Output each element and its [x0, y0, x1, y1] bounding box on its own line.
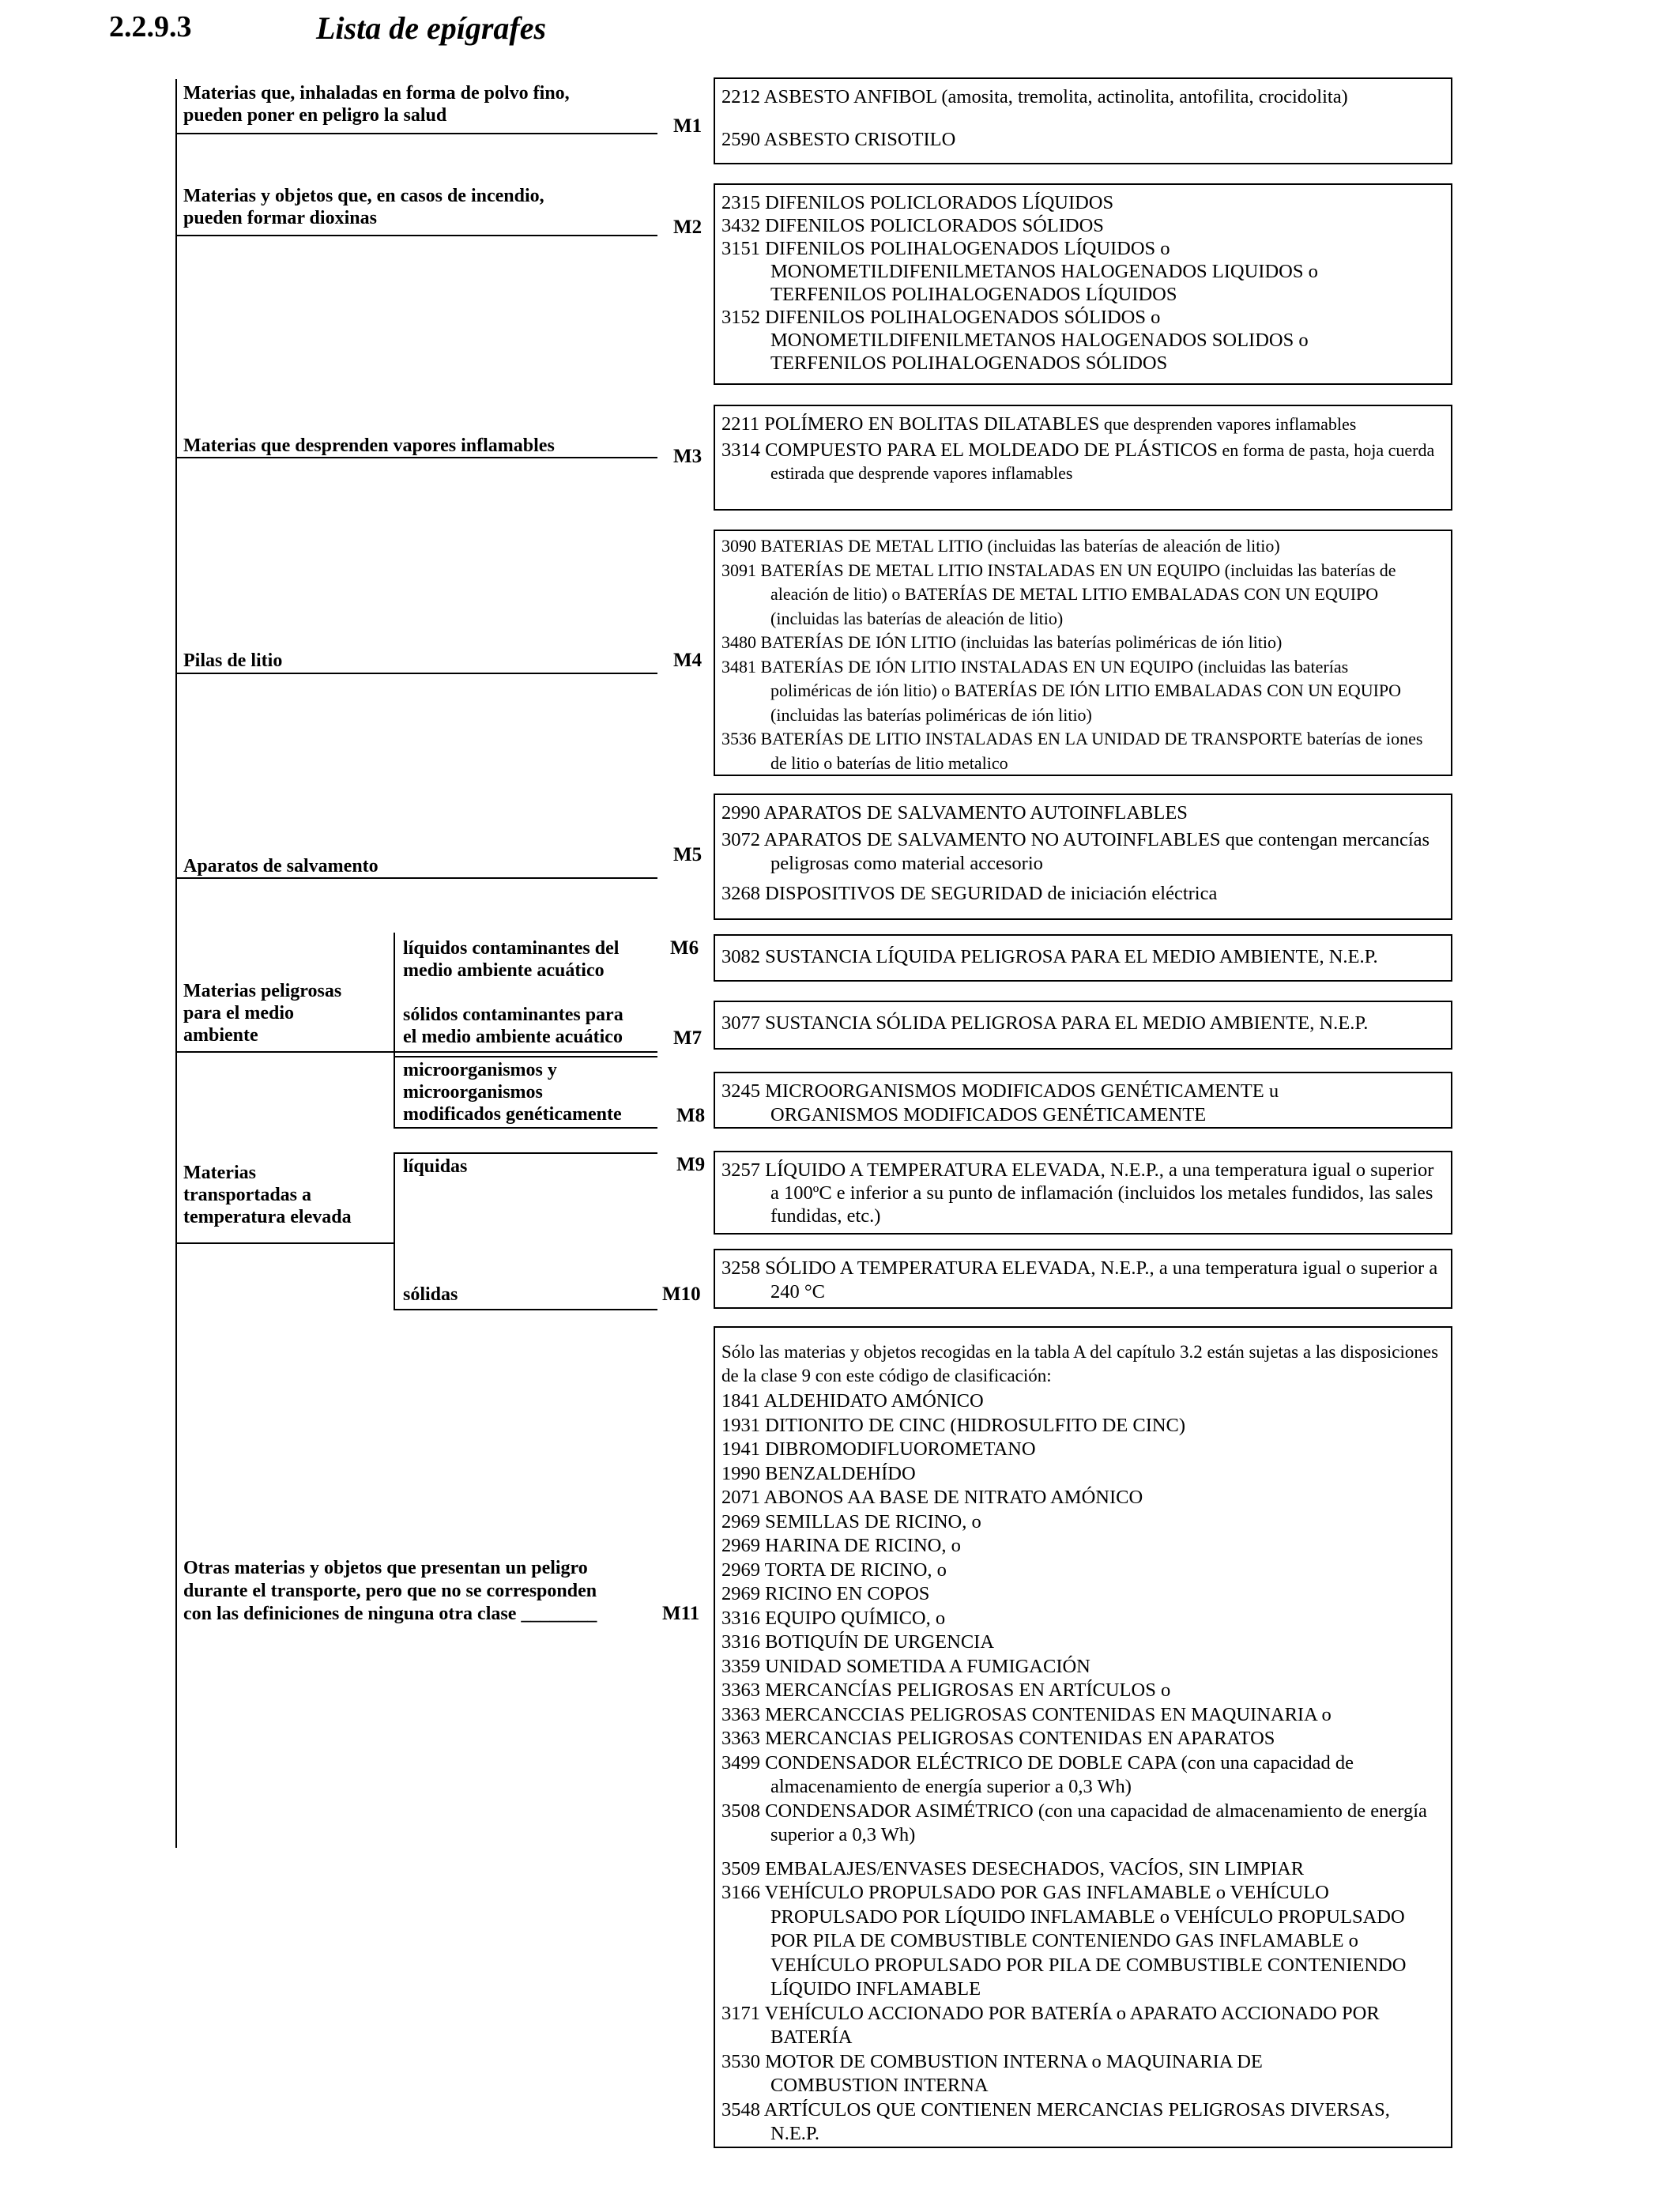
connector-line-temperature	[175, 1242, 394, 1244]
entry-3166: 3166 VEHÍCULO PROPULSADO POR GAS INFLAMABLE o VEHÍCULO PROPULSADO POR LÍQUIDO INFLAMABLE o VEHÍCULO PROPULSADO POR PILA DE COMBUSTIBLE CONTENIENDO GAS INFLAMABLE o VEHÍCULO PROPULSADO POR PILA DE COMBUSTIBLE CONTENIENDO LÍQUIDO INFLAMABLE	[721, 1882, 1407, 2000]
connector-line-m8	[394, 1127, 657, 1129]
entry-3152: 3152 DIFENILOS POLIHALOGENADOS SÓLIDOS o MONOMETILDIFENILMETANOS HALOGENADOS SOLIDOS o TERFENILOS POLIHALOGENADOS SÓLIDOS	[721, 307, 1309, 374]
entry-3363-a: 3363 MERCANCÍAS PELIGROSAS EN ARTÍCULOS o	[721, 1679, 1171, 1701]
entry-3258: 3258 SÓLIDO A TEMPERATURA ELEVADA, N.E.P., a una temperatura igual o superior a 240 °C	[721, 1257, 1438, 1302]
category-label-environment: Materias peligrosas para el medio ambiente	[183, 981, 342, 1046]
connector-top-m8	[394, 1056, 657, 1057]
entry-3316-a: 3316 EQUIPO QUÍMICO, o	[721, 1607, 946, 1629]
code-m6: M6	[670, 937, 699, 959]
m11-note: Sólo las materias y objetos recogidas en la tabla A del capítulo 3.2 están sujetas a las disposiciones de la clase 9 con este código de clasificación:	[721, 1342, 1439, 1385]
entry-2590: 2590 ASBESTO CRISOTILO	[721, 129, 956, 150]
entry-3072: 3072 APARATOS DE SALVAMENTO NO AUTOINFLABLES que contengan mercancías peligrosas como material accesorio	[721, 829, 1430, 874]
entries-box-m5	[714, 794, 1452, 920]
tree-trunk-line	[175, 79, 177, 1848]
category-label-m1: Materias que, inhaladas en forma de polvo fino, pueden poner en peligro la salud	[183, 83, 570, 126]
entry-3509: 3509 EMBALAJES/ENVASES DESECHADOS, VACÍOS, SIN LIMPIAR	[721, 1857, 1305, 1879]
entry-2212: 2212 ASBESTO ANFIBOL (amosita, tremolita, actinolita, antofilita, crocidolita)	[721, 86, 1348, 107]
connector-top-m9	[394, 1152, 657, 1154]
entries-box-m8	[714, 1072, 1452, 1129]
branch-line-environment	[394, 933, 395, 1129]
entry-3257: 3257 LÍQUIDO A TEMPERATURA ELEVADA, N.E.P., a una temperatura igual o superior a 100ºC e inferior a su punto de inflamación (incluidos los metales fundidos, las sales fundidas, etc.)	[721, 1159, 1434, 1227]
connector-line-m7	[394, 1051, 657, 1053]
code-m3: M3	[673, 446, 703, 467]
entry-3316-b: 3316 BOTIQUÍN DE URGENCIA	[721, 1631, 995, 1653]
code-m7: M7	[673, 1027, 703, 1049]
entry-3077: 3077 SUSTANCIA SÓLIDA PELIGROSA PARA EL MEDIO AMBIENTE, N.E.P.	[721, 1012, 1369, 1034]
category-label-m6: líquidos contaminantes del medio ambiente acuático	[403, 938, 620, 981]
entries-box-m11	[714, 1326, 1452, 2148]
code-m2: M2	[673, 217, 703, 238]
entry-3245: 3245 MICROORGANISMOS MODIFICADOS GENÉTICAMENTE u ORGANISMOS MODIFICADOS GENÉTICAMENTE	[721, 1080, 1279, 1125]
entries-box-m3	[714, 405, 1452, 511]
entry-3548: 3548 ARTÍCULOS QUE CONTIENEN MERCANCIAS PELIGROSAS DIVERSAS, N.E.P.	[721, 2098, 1390, 2144]
code-m8: M8	[676, 1105, 706, 1126]
category-label-m2: Materias y objetos que, en casos de incendio, pueden formar dioxinas	[183, 186, 544, 228]
entries-box-m10	[714, 1249, 1452, 1309]
connector-line-m10	[394, 1309, 657, 1310]
category-label-m8: microorganismos y microorganismos modificados genéticamente	[403, 1060, 622, 1125]
entry-1931: 1931 DITIONITO DE CINC (HIDROSULFITO DE CINC)	[721, 1414, 1186, 1436]
entry-1941: 1941 DIBROMODIFLUOROMETANO	[721, 1438, 1036, 1460]
category-label-temperature: Materias transportadas a temperatura elevada	[183, 1163, 352, 1227]
entry-3481: 3481 BATERÍAS DE IÓN LITIO INSTALADAS EN UN EQUIPO (incluidas las baterías poliméricas de ión litio) o BATERÍAS DE IÓN LITIO EMBALADAS CON UN EQUIPO (incluidas las baterías poliméricas de ión litio)	[721, 656, 1402, 725]
entry-2969-c: 2969 TORTA DE RICINO, o	[721, 1559, 947, 1581]
section-title: Lista de epígrafes	[316, 10, 547, 46]
entries-box-m9	[714, 1151, 1452, 1235]
entry-3268: 3268 DISPOSITIVOS DE SEGURIDAD de iniciación eléctrica	[721, 883, 1218, 904]
entries-box-m6	[714, 934, 1452, 982]
connector-line-m4	[175, 673, 657, 674]
entry-3432: 3432 DIFENILOS POLICLORADOS SÓLIDOS	[721, 215, 1104, 236]
entry-3314: 3314 COMPUESTO PARA EL MOLDEADO DE PLÁSTICOS en forma de pasta, hoja cuerda estirada que desprende vapores inflamables	[721, 439, 1435, 483]
entry-3090: 3090 BATERIAS DE METAL LITIO (incluidas las baterías de aleación de litio)	[721, 536, 1280, 556]
entry-3530: 3530 MOTOR DE COMBUSTION INTERNA o MAQUINARIA DE COMBUSTION INTERNA	[721, 2050, 1263, 2096]
entry-3359: 3359 UNIDAD SOMETIDA A FUMIGACIÓN	[721, 1655, 1090, 1677]
entry-3151: 3151 DIFENILOS POLIHALOGENADOS LÍQUIDOS o MONOMETILDIFENILMETANOS HALOGENADOS LIQUIDOS o TERFENILOS POLIHALOGENADOS LÍQUIDOS	[721, 238, 1318, 305]
category-label-m5: Aparatos de salvamento	[183, 856, 379, 876]
code-m11: M11	[662, 1603, 700, 1624]
entry-2071: 2071 ABONOS AA BASE DE NITRATO AMÓNICO	[721, 1487, 1143, 1508]
entry-3499: 3499 CONDENSADOR ELÉCTRICO DE DOBLE CAPA (con una capacidad de almacenamiento de energía superior a 0,3 Wh)	[721, 1751, 1354, 1797]
category-label-m4: Pilas de litio	[183, 650, 283, 671]
entry-2969-a: 2969 SEMILLAS DE RICINO, o	[721, 1510, 981, 1532]
entries-box-m4	[714, 530, 1452, 776]
category-label-m7: sólidos contaminantes para el medio ambiente acuático	[403, 1005, 623, 1047]
entry-3091: 3091 BATERÍAS DE METAL LITIO INSTALADAS EN UN EQUIPO (incluidas las baterías de aleación de litio) o BATERÍAS DE METAL LITIO EMBALADAS CON UN EQUIPO (incluidas las baterías de aleación de litio)	[721, 560, 1396, 628]
entry-2969-b: 2969 HARINA DE RICINO, o	[721, 1535, 961, 1556]
entry-2969-d: 2969 RICINO EN COPOS	[721, 1583, 930, 1604]
category-label-m3: Materias que desprenden vapores inflamables	[183, 435, 555, 456]
category-label-m10: sólidas	[403, 1284, 458, 1305]
connector-line-environment	[175, 1051, 394, 1053]
entry-3480: 3480 BATERÍAS DE IÓN LITIO (incluidas las baterías poliméricas de ión litio)	[721, 632, 1283, 652]
connector-line-m1	[175, 133, 657, 134]
entry-2990: 2990 APARATOS DE SALVAMENTO AUTOINFLABLES	[721, 802, 1188, 824]
section-number: 2.2.9.3	[109, 10, 192, 43]
entry-2211: 2211 POLÍMERO EN BOLITAS DILATABLES que desprenden vapores inflamables	[721, 413, 1357, 435]
entry-2315: 2315 DIFENILOS POLICLORADOS LÍQUIDOS	[721, 192, 1114, 213]
entry-1841: 1841 ALDEHIDATO AMÓNICO	[721, 1390, 984, 1412]
code-m9: M9	[676, 1154, 706, 1175]
entry-3508: 3508 CONDENSADOR ASIMÉTRICO (con una capacidad de almacenamiento de energía superior a 0,3 Wh)	[721, 1800, 1427, 1845]
category-label-m9: líquidas	[403, 1156, 468, 1177]
entry-1990: 1990 BENZALDEHÍDO	[721, 1462, 916, 1484]
entry-3363-b: 3363 MERCANCCIAS PELIGROSAS CONTENIDAS EN MAQUINARIA o	[721, 1703, 1332, 1725]
connector-line-m2	[175, 235, 657, 236]
connector-line-m5	[175, 877, 657, 879]
code-m10: M10	[662, 1284, 701, 1305]
code-m5: M5	[673, 844, 703, 865]
entries-box-m7	[714, 1001, 1452, 1050]
entry-3363-c: 3363 MERCANCIAS PELIGROSAS CONTENIDAS EN APARATOS	[721, 1728, 1275, 1749]
entry-3171: 3171 VEHÍCULO ACCIONADO POR BATERÍA o APARATO ACCIONADO POR BATERÍA	[721, 2002, 1380, 2048]
category-label-m11: Otras materias y objetos que presentan un peligro durante el transporte, pero que no se corresponden con las definiciones de ninguna otra clase ________	[183, 1558, 597, 1624]
entries-box-m1	[714, 77, 1452, 164]
entry-3082: 3082 SUSTANCIA LÍQUIDA PELIGROSA PARA EL MEDIO AMBIENTE, N.E.P.	[721, 946, 1378, 967]
code-m4: M4	[673, 650, 703, 671]
entry-3536: 3536 BATERÍAS DE LITIO INSTALADAS EN LA UNIDAD DE TRANSPORTE baterías de iones de litio o baterías de litio metalico	[721, 729, 1423, 773]
code-m1: M1	[673, 115, 703, 137]
branch-line-temperature	[394, 1152, 395, 1310]
entries-box-m2	[714, 183, 1452, 385]
connector-line-m3	[175, 457, 657, 458]
